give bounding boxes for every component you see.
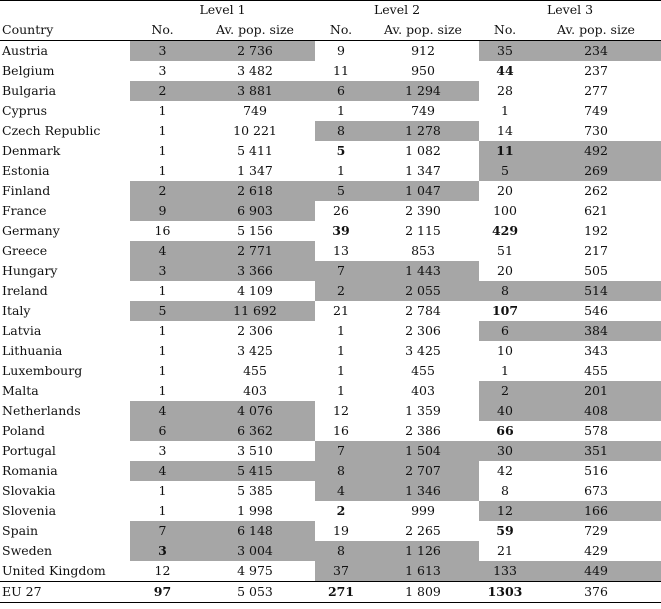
blank-cell	[0, 0, 130, 20]
l3-av-cell: 673	[584, 483, 608, 498]
table-row	[0, 61, 661, 81]
l1-av-cell: 2 736	[195, 41, 315, 62]
l3-no-cell: 11	[479, 141, 531, 161]
country-cell: Latvia	[2, 323, 42, 338]
level-header-row	[0, 0, 661, 20]
table-row	[0, 561, 661, 582]
l1-no-cell: 1	[158, 123, 167, 138]
country-cell: Austria	[2, 43, 48, 58]
l1-av-cell: 3 366	[195, 261, 315, 281]
l3-av-cell: 730	[584, 123, 608, 138]
country-header: Country	[0, 20, 130, 41]
l2-av-cell: 2 055	[367, 281, 479, 301]
l1-no-cell: 3	[130, 261, 195, 281]
l3-no-cell: 14	[497, 123, 513, 138]
l1-av-cell: 403	[243, 383, 267, 398]
l1-av-cell: 2 618	[195, 181, 315, 201]
l2-av-cell: 1 347	[405, 163, 441, 178]
l1-no-cell: 12	[154, 563, 171, 578]
l1-av-cell: 5 385	[237, 483, 273, 498]
l2-no-cell: 16	[333, 423, 349, 438]
l1-av-cell: 455	[243, 363, 267, 378]
l2-no-cell: 39	[332, 223, 350, 238]
l3-no-cell: 107	[491, 303, 519, 318]
l3-no-cell: 2	[479, 381, 531, 401]
l3-no-cell: 1303	[479, 582, 531, 603]
l2-av-cell: 2 115	[405, 223, 441, 238]
l1-av-cell: 4 975	[237, 563, 273, 578]
table-row	[0, 141, 661, 161]
l1-no-cell: 1	[158, 323, 167, 338]
l2-no-cell: 6	[315, 81, 367, 101]
country-cell: Sweden	[2, 543, 53, 558]
country-cell: Finland	[2, 183, 51, 198]
l3-no-cell: 6	[479, 321, 531, 341]
table-row	[0, 41, 661, 62]
country-cell: Slovakia	[2, 483, 56, 498]
l3-no-cell: 8	[501, 483, 509, 498]
table-row	[0, 501, 661, 521]
l1-no-cell: 3	[158, 443, 167, 458]
l1-av-cell: 3 425	[237, 343, 273, 358]
l2-no-cell: 8	[315, 121, 367, 141]
country-cell: Bulgaria	[2, 83, 57, 98]
country-cell: Romania	[2, 463, 58, 478]
level-3-header: Level 3	[546, 2, 594, 17]
l2-av-cell: 2 386	[405, 423, 441, 438]
l3-av-cell: 234	[531, 41, 661, 62]
l1-no-cell: 6	[130, 421, 195, 441]
l2-no-cell: 13	[333, 243, 349, 258]
l3-no-header: No.	[479, 20, 531, 41]
l1-no-cell: 7	[130, 521, 195, 541]
l1-av-cell: 749	[243, 103, 267, 118]
l3-av-header: Av. pop. size	[531, 20, 661, 41]
l1-no-cell: 2	[130, 181, 195, 201]
l2-av-cell: 1 346	[367, 481, 479, 501]
l2-no-cell: 12	[333, 403, 349, 418]
l3-av-cell: 217	[584, 243, 608, 258]
l2-av-cell: 999	[411, 503, 435, 518]
l2-av-cell: 1 443	[367, 261, 479, 281]
country-cell: Poland	[2, 423, 45, 438]
level-1-header: Level 1	[199, 2, 246, 17]
l2-av-cell: 2 390	[405, 203, 441, 218]
l3-av-cell: 343	[584, 343, 608, 358]
l1-av-cell: 6 903	[195, 201, 315, 221]
l3-av-cell: 376	[531, 582, 661, 603]
l3-av-cell: 729	[584, 523, 608, 538]
l2-no-cell: 7	[315, 441, 367, 461]
l1-av-cell: 1 347	[237, 163, 273, 178]
l1-av-cell: 6 148	[195, 521, 315, 541]
l3-av-cell: 455	[584, 363, 608, 378]
l2-av-cell: 853	[411, 243, 435, 258]
table-row	[0, 481, 661, 501]
l1-no-cell: 1	[158, 163, 167, 178]
l2-no-cell: 8	[315, 461, 367, 481]
table-row	[0, 321, 661, 341]
l2-no-cell: 2	[336, 503, 346, 518]
l2-av-cell: 1 047	[367, 181, 479, 201]
l1-no-cell: 1	[158, 483, 167, 498]
l1-av-cell: 2 771	[195, 241, 315, 261]
l3-av-cell: 514	[531, 281, 661, 301]
l2-no-cell: 5	[336, 143, 346, 158]
l1-av-cell: 2 306	[237, 323, 273, 338]
l1-av-cell: 5 415	[195, 461, 315, 481]
country-cell: France	[2, 203, 47, 218]
l1-no-header: No.	[130, 20, 195, 41]
l1-no-cell: 16	[154, 223, 171, 238]
l1-no-cell: 1	[158, 143, 167, 158]
l3-no-cell: 30	[479, 441, 531, 461]
table-row	[0, 421, 661, 441]
l3-av-cell: 492	[531, 141, 661, 161]
table-row	[0, 81, 661, 101]
l2-no-cell: 4	[315, 481, 367, 501]
l3-no-cell: 35	[479, 41, 531, 62]
table-row	[0, 221, 661, 241]
l1-no-cell: 4	[130, 241, 195, 261]
l1-av-cell: 5 156	[237, 223, 273, 238]
l1-av-cell: 4 109	[237, 283, 273, 298]
l1-no-cell: 4	[130, 461, 195, 481]
l1-av-cell: 10 221	[233, 123, 277, 138]
country-cell: Netherlands	[2, 403, 81, 418]
l2-no-cell: 5	[315, 181, 367, 201]
l2-av-cell: 912	[411, 43, 435, 58]
l2-no-cell: 1	[337, 163, 345, 178]
l1-no-cell: 1	[158, 503, 167, 518]
l3-no-cell: 40	[479, 401, 531, 421]
country-cell: Cyprus	[2, 103, 48, 118]
total-row	[0, 582, 661, 603]
l2-av-header: Av. pop. size	[367, 20, 479, 41]
country-cell: EU 27	[0, 582, 130, 603]
l2-no-cell: 1	[337, 103, 345, 118]
l2-no-cell: 8	[315, 541, 367, 561]
country-cell: Portugal	[2, 443, 56, 458]
l2-av-cell: 950	[411, 63, 435, 78]
table-row	[0, 281, 661, 301]
l3-no-cell: 44	[496, 63, 514, 78]
l2-av-cell: 3 425	[405, 343, 441, 358]
l1-av-cell: 11 692	[195, 301, 315, 321]
l2-no-cell: 1	[337, 383, 345, 398]
l3-av-cell: 351	[531, 441, 661, 461]
table-row	[0, 241, 661, 261]
l1-no-cell: 1	[158, 343, 167, 358]
l3-no-cell: 66	[496, 423, 514, 438]
l2-av-cell: 455	[411, 363, 435, 378]
l2-av-cell: 2 784	[405, 303, 441, 318]
l1-no-cell: 1	[158, 363, 167, 378]
l2-av-cell: 1 504	[367, 441, 479, 461]
country-cell: Spain	[2, 523, 39, 538]
l2-av-cell: 749	[411, 103, 435, 118]
table-row	[0, 521, 661, 541]
l1-no-cell: 4	[130, 401, 195, 421]
country-cell: Germany	[2, 223, 60, 238]
l1-av-cell: 6 362	[195, 421, 315, 441]
l3-av-cell: 578	[584, 423, 608, 438]
l1-av-cell: 3 004	[195, 541, 315, 561]
l2-av-cell: 2 707	[367, 461, 479, 481]
country-cell: Malta	[2, 383, 39, 398]
l3-no-cell: 10	[497, 343, 513, 358]
l1-no-cell: 2	[130, 81, 195, 101]
country-cell: Estonia	[2, 163, 50, 178]
l2-av-cell: 2 265	[405, 523, 441, 538]
l3-av-cell: 192	[584, 223, 608, 238]
table-row	[0, 441, 661, 461]
l1-no-cell: 3	[158, 63, 167, 78]
l3-av-cell: 408	[531, 401, 661, 421]
l2-no-cell: 26	[333, 203, 349, 218]
l3-av-cell: 166	[531, 501, 661, 521]
table-row	[0, 401, 661, 421]
l2-av-cell: 1 359	[405, 403, 441, 418]
l1-av-cell: 3 482	[237, 63, 273, 78]
l1-no-cell: 5	[130, 301, 195, 321]
l1-no-cell: 9	[130, 201, 195, 221]
l2-no-cell: 271	[315, 582, 367, 603]
table-row	[0, 461, 661, 481]
country-cell: Hungary	[2, 263, 58, 278]
l3-av-cell: 269	[531, 161, 661, 181]
l2-av-cell: 1 613	[367, 561, 479, 582]
l2-av-cell: 1 294	[367, 81, 479, 101]
l3-no-cell: 20	[497, 263, 513, 278]
table-row	[0, 201, 661, 221]
l2-av-cell: 1 278	[367, 121, 479, 141]
l3-no-cell: 12	[479, 501, 531, 521]
l3-av-cell: 621	[584, 203, 608, 218]
country-cell: Luxembourg	[2, 363, 83, 378]
l2-no-cell: 19	[333, 523, 349, 538]
l1-no-cell: 3	[130, 541, 195, 561]
l2-no-header: No.	[315, 20, 367, 41]
l1-av-cell: 1 998	[237, 503, 273, 518]
l2-no-cell: 11	[333, 63, 349, 78]
l1-av-cell: 3 510	[237, 443, 273, 458]
table-row	[0, 181, 661, 201]
l3-av-cell: 516	[584, 463, 608, 478]
l3-no-cell: 1	[501, 363, 509, 378]
l3-no-cell: 42	[497, 463, 513, 478]
table-row	[0, 301, 661, 321]
country-cell: Slovenia	[2, 503, 57, 518]
l3-no-cell: 8	[479, 281, 531, 301]
country-cell: Denmark	[2, 143, 61, 158]
l2-no-cell: 7	[315, 261, 367, 281]
country-cell: Belgium	[2, 63, 55, 78]
l3-no-cell: 429	[491, 223, 519, 238]
l2-av-cell: 1 082	[405, 143, 441, 158]
l3-no-cell: 59	[496, 523, 514, 538]
l2-no-cell: 2	[315, 281, 367, 301]
l2-no-cell: 1	[337, 363, 345, 378]
l1-no-cell: 1	[158, 283, 167, 298]
l1-no-cell: 97	[130, 582, 195, 603]
l3-no-cell: 20	[497, 183, 513, 198]
l2-av-cell: 403	[411, 383, 435, 398]
l3-no-cell: 100	[493, 203, 517, 218]
l3-av-cell: 277	[584, 83, 608, 98]
country-cell: Czech Republic	[2, 123, 101, 138]
table-row	[0, 341, 661, 361]
l1-av-cell: 4 076	[195, 401, 315, 421]
table-row	[0, 121, 661, 141]
l1-no-cell: 3	[130, 41, 195, 62]
country-cell: Italy	[2, 303, 31, 318]
column-header-row	[0, 20, 661, 41]
l3-av-cell: 749	[584, 103, 608, 118]
l3-no-cell: 1	[501, 103, 509, 118]
l3-no-cell: 28	[497, 83, 513, 98]
l3-no-cell: 133	[479, 561, 531, 582]
l1-av-cell: 5 411	[237, 143, 273, 158]
l3-av-cell: 201	[531, 381, 661, 401]
l3-av-cell: 505	[584, 263, 608, 278]
country-cell: Greece	[2, 243, 48, 258]
l3-no-cell: 5	[479, 161, 531, 181]
l3-av-cell: 429	[584, 543, 608, 558]
l3-av-cell: 384	[531, 321, 661, 341]
country-cell: United Kingdom	[2, 563, 106, 578]
country-cell: Lithuania	[2, 343, 63, 358]
table-row	[0, 101, 661, 121]
table-row	[0, 361, 661, 381]
l2-no-cell: 37	[315, 561, 367, 582]
l3-av-cell: 237	[584, 63, 608, 78]
l3-av-cell: 262	[584, 183, 608, 198]
l2-no-cell: 9	[337, 43, 345, 58]
country-cell: Ireland	[2, 283, 48, 298]
l3-no-cell: 51	[497, 243, 513, 258]
l2-av-cell: 2 306	[405, 323, 441, 338]
l2-no-cell: 1	[337, 323, 345, 338]
l1-av-cell: 3 881	[195, 81, 315, 101]
table-row	[0, 381, 661, 401]
l1-no-cell: 1	[158, 383, 167, 398]
l2-no-cell: 21	[333, 303, 349, 318]
l1-no-cell: 1	[158, 103, 167, 118]
l1-av-cell: 5 053	[195, 582, 315, 603]
l2-av-cell: 1 809	[367, 582, 479, 603]
l1-av-header: Av. pop. size	[195, 20, 315, 41]
table-row	[0, 161, 661, 181]
l3-no-cell: 21	[497, 543, 513, 558]
table-row	[0, 261, 661, 281]
l3-av-cell: 546	[584, 303, 608, 318]
l2-av-cell: 1 126	[367, 541, 479, 561]
level-2-header: Level 2	[373, 2, 421, 17]
l2-no-cell: 1	[337, 343, 345, 358]
table-row	[0, 541, 661, 561]
l3-av-cell: 449	[531, 561, 661, 582]
